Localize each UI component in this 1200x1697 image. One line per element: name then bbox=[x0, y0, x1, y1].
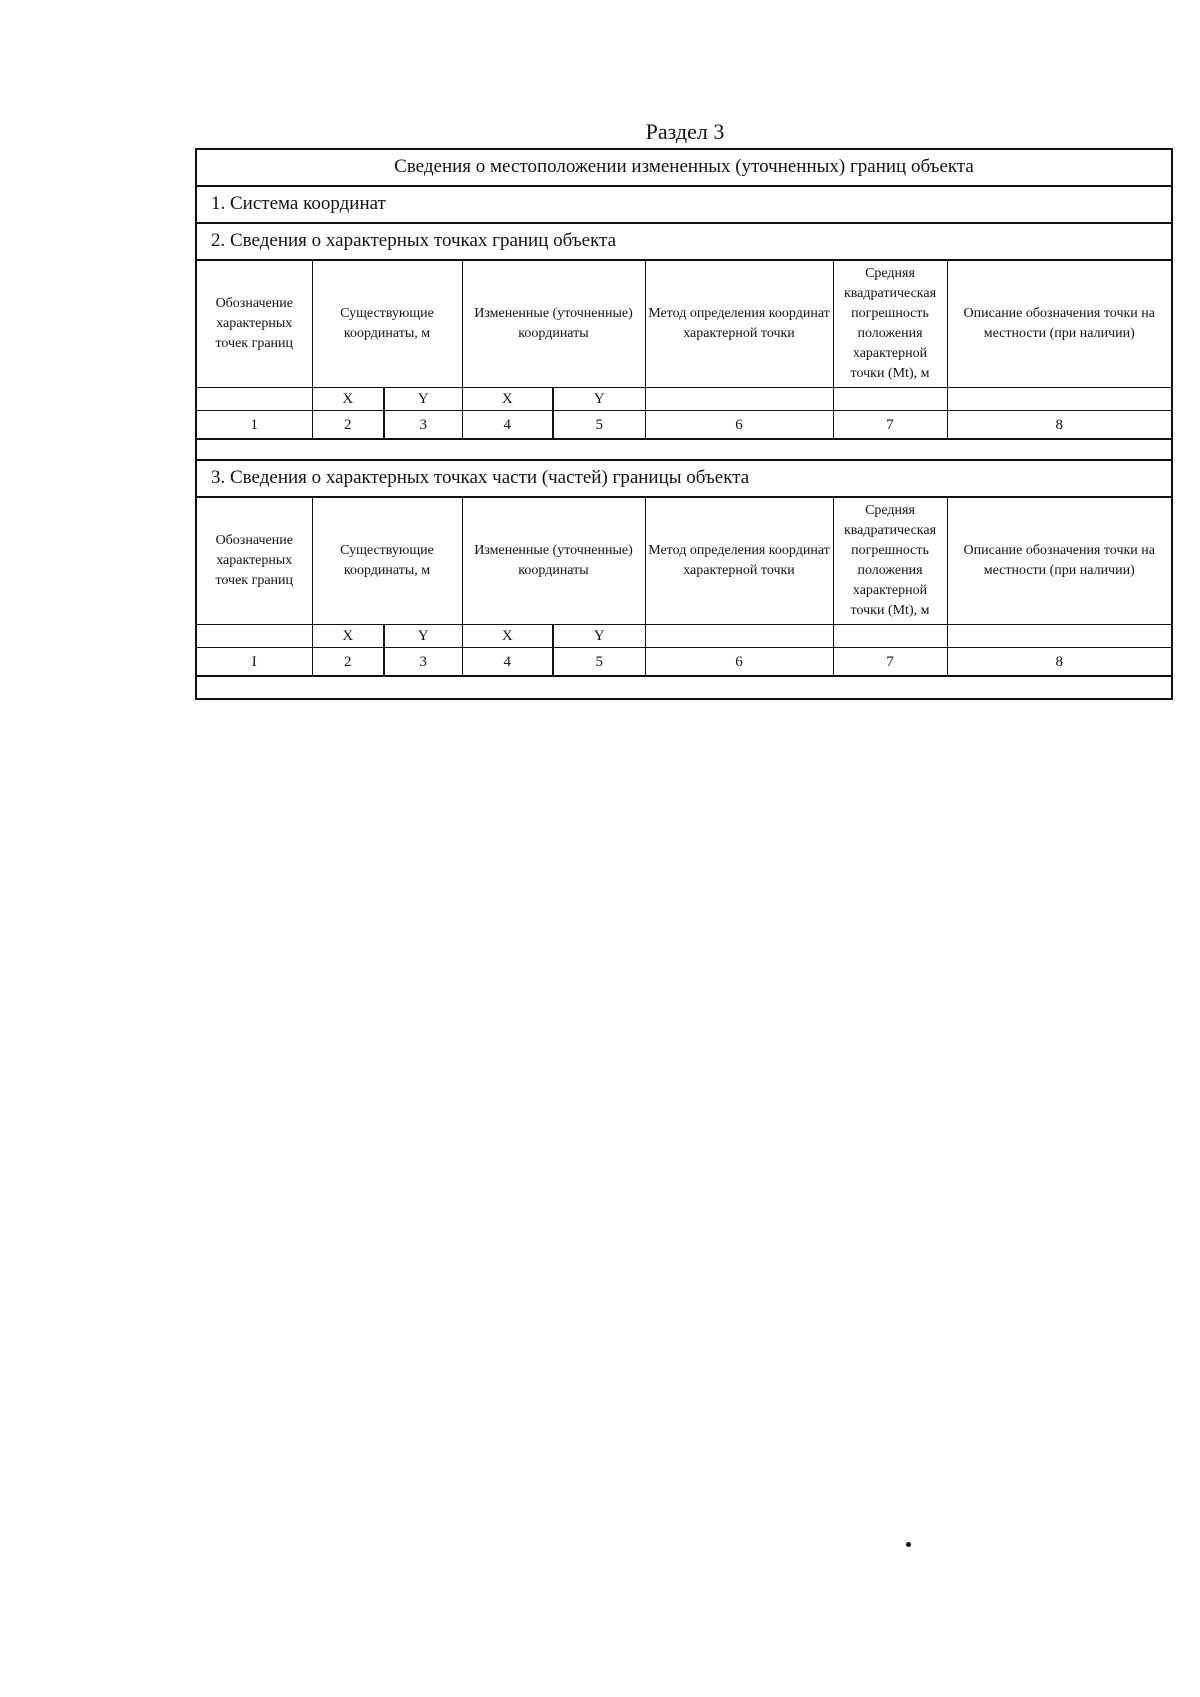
table-header-row bbox=[197, 261, 1171, 388]
axis-cell-empty bbox=[197, 625, 312, 648]
boundary-points-heading: 2. Сведения о характерных точках границ объекта bbox=[197, 224, 1171, 261]
coordinate-system-row: 1. Система координат bbox=[197, 187, 1171, 224]
axis-x-changed: X bbox=[462, 625, 553, 648]
column-number: 3 bbox=[384, 411, 462, 439]
axis-cell-empty bbox=[833, 625, 947, 648]
header-point-designation: Обозначение характерных точек границ bbox=[197, 498, 312, 625]
axis-x-existing: X bbox=[312, 625, 384, 648]
axis-y-existing: Y bbox=[384, 625, 462, 648]
column-number-row bbox=[197, 648, 1171, 676]
column-number: 6 bbox=[645, 411, 833, 439]
column-number-row bbox=[197, 411, 1171, 439]
axis-y-existing: Y bbox=[384, 388, 462, 411]
table-header-row bbox=[197, 498, 1171, 625]
column-number: 5 bbox=[553, 411, 645, 439]
column-number: 6 bbox=[645, 648, 833, 676]
column-number: 2 bbox=[312, 411, 384, 439]
column-number: 7 bbox=[833, 411, 947, 439]
section-title: Раздел 3 bbox=[645, 119, 725, 144]
column-number: 3 bbox=[384, 648, 462, 676]
part-boundary-points-heading: 3. Сведения о характерных точках части (частей) границы объекта bbox=[197, 461, 1171, 498]
header-existing-coords: Существующие координаты, м bbox=[312, 261, 462, 388]
boundary-info-table bbox=[195, 148, 1173, 700]
axis-cell-empty bbox=[645, 388, 833, 411]
axis-y-changed: Y bbox=[553, 388, 645, 411]
column-number: 1 bbox=[197, 411, 312, 439]
header-changed-coords: Измененные (уточненные) координаты bbox=[462, 261, 645, 388]
axis-cell-empty bbox=[833, 388, 947, 411]
header-method: Метод определения координат характерной точки bbox=[645, 261, 833, 388]
table-title: Сведения о местоположении измененных (уточненных) границ объекта bbox=[197, 150, 1171, 187]
axis-y-changed: Y bbox=[553, 625, 645, 648]
axis-x-existing: X bbox=[312, 388, 384, 411]
header-description: Описание обозначения точки на местности (при наличии) bbox=[947, 498, 1171, 625]
axis-cell-empty bbox=[947, 625, 1171, 648]
column-number: 8 bbox=[947, 648, 1171, 676]
header-accuracy: Средняя квадратическая погрешность положения характерной точки (Mt), м bbox=[833, 498, 947, 625]
header-accuracy: Средняя квадратическая погрешность положения характерной точки (Mt), м bbox=[833, 261, 947, 388]
axis-cell-empty bbox=[947, 388, 1171, 411]
part-boundary-points-table bbox=[197, 498, 1171, 676]
column-number: 8 bbox=[947, 411, 1171, 439]
axis-x-changed: X bbox=[462, 388, 553, 411]
header-point-designation: Обозначение характерных точек границ bbox=[197, 261, 312, 388]
column-number: 2 bbox=[312, 648, 384, 676]
header-existing-coords: Существующие координаты, м bbox=[312, 498, 462, 625]
axis-row bbox=[197, 388, 1171, 411]
boundary-points-table bbox=[197, 261, 1171, 439]
column-number: 4 bbox=[462, 411, 553, 439]
column-number: 5 bbox=[553, 648, 645, 676]
header-description: Описание обозначения точки на местности (при наличии) bbox=[947, 261, 1171, 388]
header-changed-coords: Измененные (уточненные) координаты bbox=[462, 498, 645, 625]
empty-data-row bbox=[197, 676, 1171, 698]
axis-row bbox=[197, 625, 1171, 648]
column-number: 7 bbox=[833, 648, 947, 676]
column-number: 4 bbox=[462, 648, 553, 676]
column-number: I bbox=[197, 648, 312, 676]
stray-dot-mark bbox=[906, 1542, 911, 1547]
axis-cell-empty bbox=[197, 388, 312, 411]
empty-data-row bbox=[197, 439, 1171, 461]
header-method: Метод определения координат характерной точки bbox=[645, 498, 833, 625]
axis-cell-empty bbox=[645, 625, 833, 648]
